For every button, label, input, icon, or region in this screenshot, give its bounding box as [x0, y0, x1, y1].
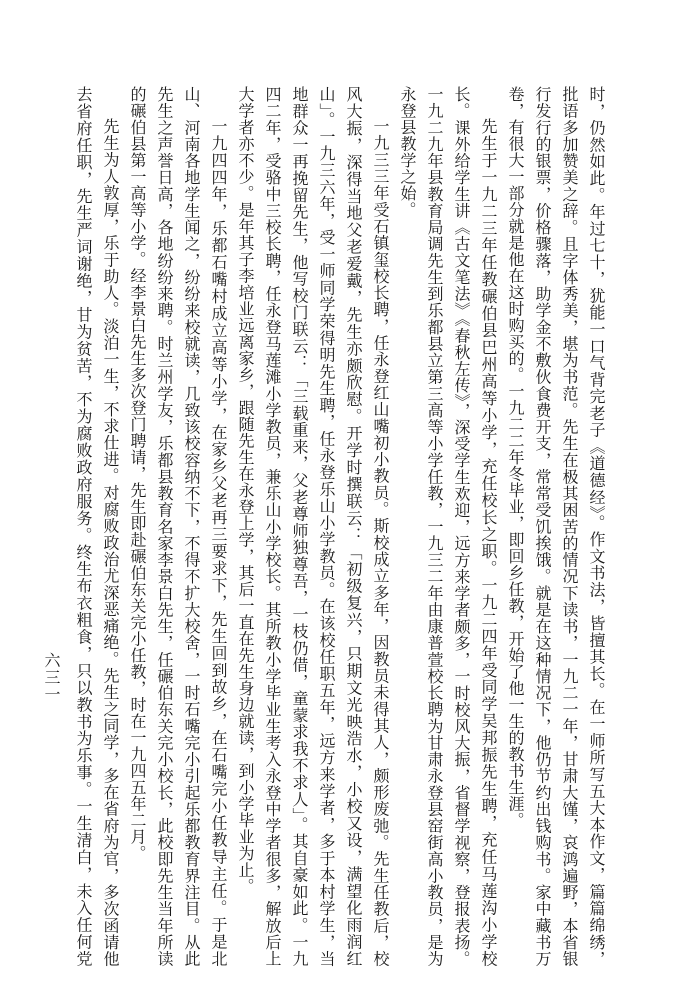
paragraph-2: 先生于一九二三年任教碾伯县巴州高等小学，充任校长之职。一九二四年受同学吴邦振先生聘，充任马莲沟小学校长。课外给学生讲《古文笔法》《春秋左传》，深受学生欢迎，远方来学者颇多，一时校风大振，省督学视察，登报表扬。一九二九年县教育局调先生到乐都县立第三高等小学任教，一九三二年由康普萱校长聘为甘肃永登县窑街高小教员，是为永登县教学之始。 [398, 86, 498, 967]
paragraph-1: 时，仍然如此。年过七十，犹能一口气背完老子《道德经》。作文书法，皆擅其长。在一师所写五大本作文，篇篇绵绣，批语多加赞美之辞。且字体秀美，堪为书范。先生在极其困苦的情况下读书，一九二一年，甘肃大馑，哀鸿遍野，本省银行发行的银票，价格骤落，助学金不敷伙食费开支，常常受饥挨饿。就是在这种情况下，他仍节约出钱购书。家中藏书万卷，有很大一部分就是他在这时购买的。一九二二年冬毕业，即回乡任教，开始了他一生的教书生涯。 [506, 86, 606, 967]
body-text [72, 86, 610, 967]
paragraph-5: 先生为人敦厚，乐于助人。淡泊一生，不求仕进。对腐败政治尤深恶痛绝。先生之同学，多在省府为官，多次函请他去省府任职，先生严词谢绝，甘为贫苦，不为腐败政府服务。终生布衣粗食，只以教书为乐事。一生清白，未入任何党 [74, 86, 120, 967]
paragraph-4: 一九四四年，乐都石嘴村成立高等小学，在家乡父老再三要求下，先生回到故乡，在石嘴完小任教导主任。于是北山、河南各地学生闻之，纷纷来校就读，几致该校容纳不下，不得不扩大校舍，一时石嘴完小引起乐都教育界注目。从此先生之声誉日高，各地纷纷来聘。时兰州学友，乐都县教育名家李景白先生，任碾伯东关完小校长，此校即先生当年所读的碾伯县第一高等小学。经李景白先生多次登门聘请，先生即赴碾伯东关完小任教，时在一九四五年二月。 [128, 86, 228, 967]
paragraph-3: 一九三三年受石镇玺校长聘，任永登红山嘴初小教员。斯校成立多年，因教员未得其人，颇形废弛。先生任教后，校风大振，深得当地父老爱戴，先生亦颇欣慰。开学时撰联云：「初级复兴，只期文光映浩水，小校又设，满望化雨润红山」。一九三六年，受一师同学荣得明先生聘，任永登乐山小学教员。在该校任职五年，远方来学者，多于本村学生，当地群众一再挽留先生，他写校门联云：「三载重来，父老尊师独尊吾，一枝仍借，童蒙求我不求人」。其自豪如此。一九四二年，受骆中三校长聘，任永登马莲滩小学教员，兼乐山小学校长。其所教小学毕业生考入永登中学者很多，解放后上大学者亦不少。是年其子李培业远离家乡，跟随先生在永登上学，其后一直在先生身边就读，到小学毕业为止。 [236, 86, 390, 967]
page-number: 六三一 [42, 652, 61, 703]
